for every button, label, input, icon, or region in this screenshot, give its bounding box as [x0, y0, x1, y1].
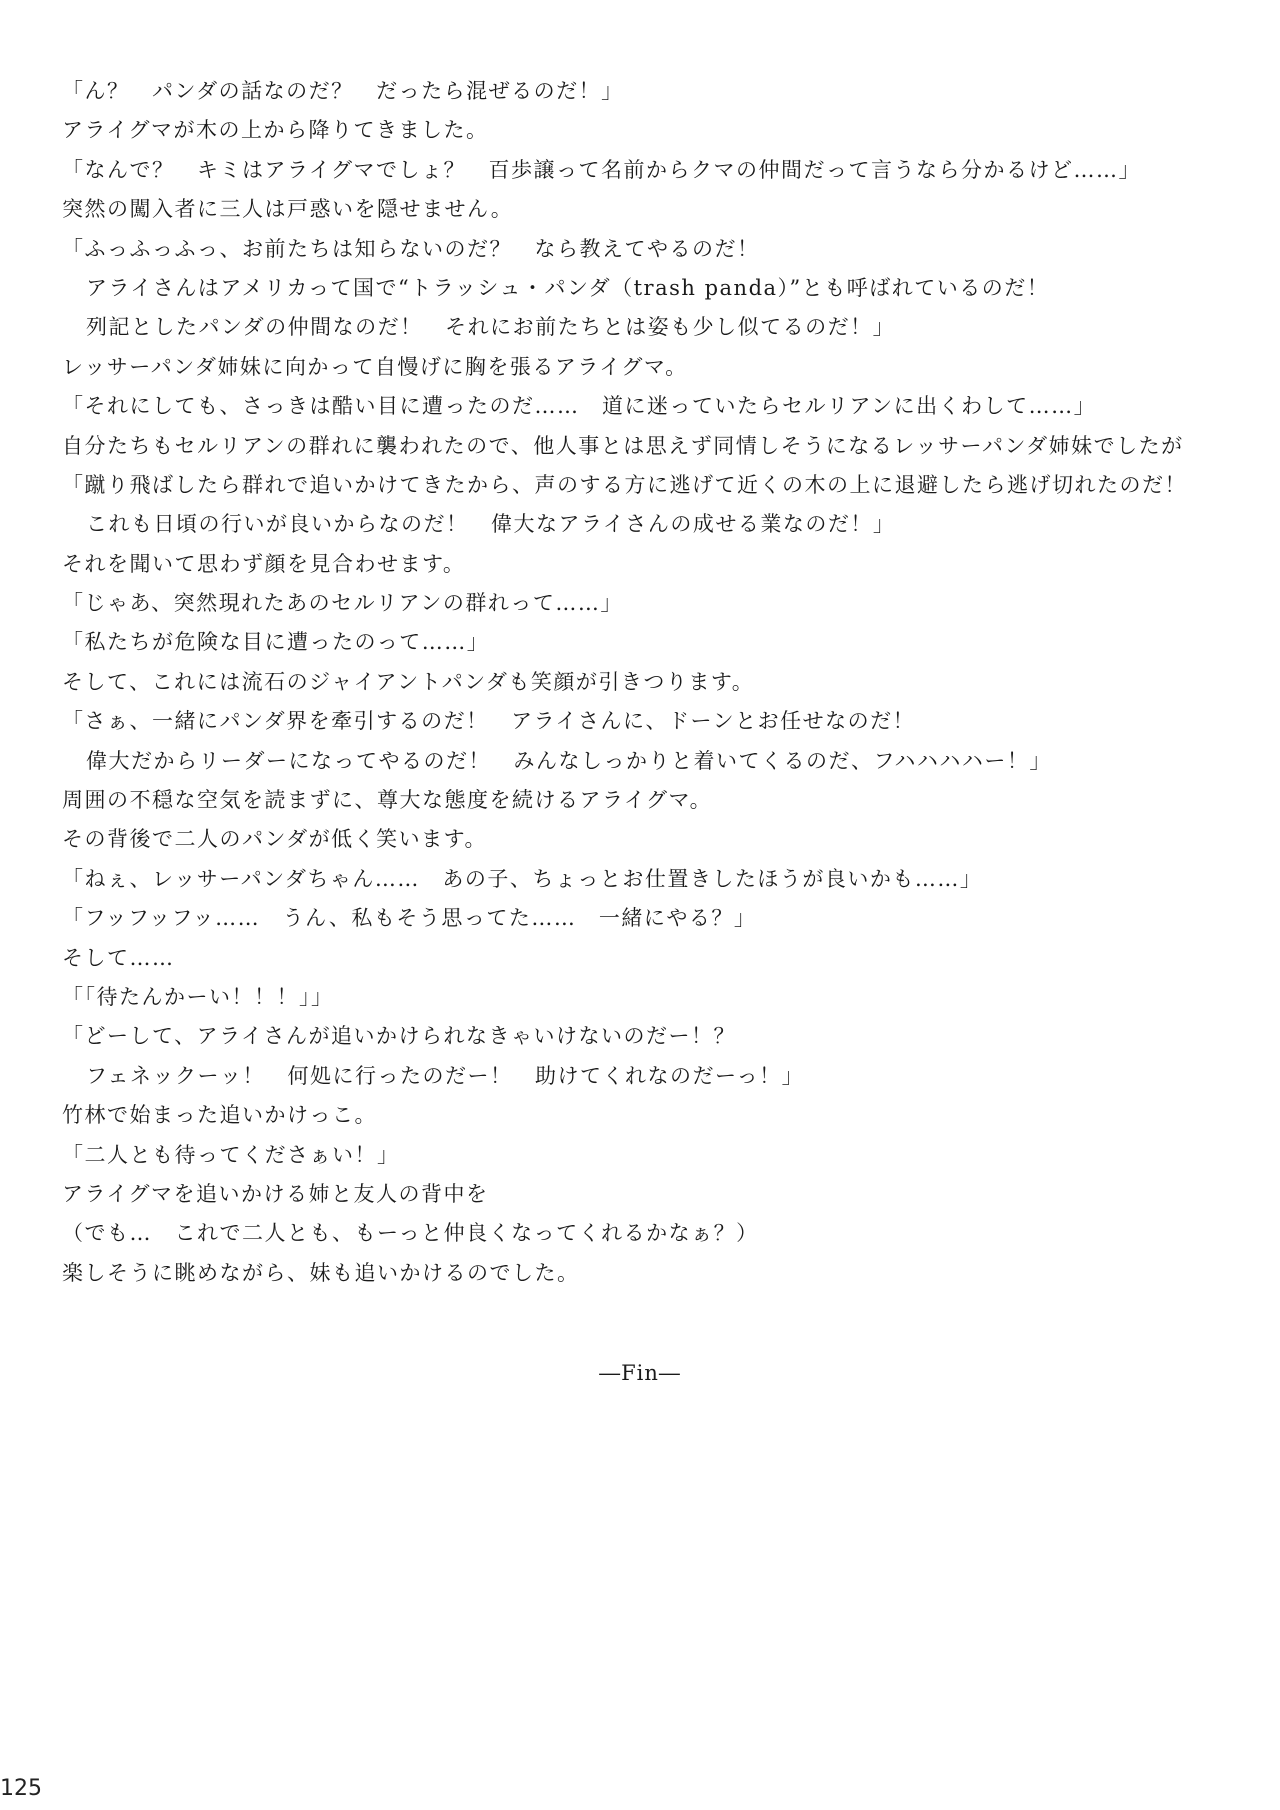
text-line: 「ねぇ、レッサーパンダちゃん…… あの子、ちょっとお仕置きしたほうが良いかも……」	[62, 866, 983, 891]
text-line: 「どーして、アライさんが追いかけられなきゃいけないのだー！？	[62, 1024, 736, 1049]
text-line: 「なんで？ キミはアライグマでしょ？ 百歩譲って名前からクマの仲間だって言うなら分かるけど……」	[62, 157, 1141, 182]
text-line: 「フッフッフッ…… うん、私もそう思ってた…… 一緒にやる？」	[62, 906, 757, 931]
text-line: それを聞いて思わず顔を見合わせます。	[62, 551, 466, 576]
text-line: 周囲の不穏な空気を読まずに、尊大な態度を続けるアライグマ。	[62, 788, 713, 813]
end-mark: ―Fin―	[599, 1361, 681, 1385]
text-line: アライグマが木の上から降りてきました。	[62, 118, 489, 143]
text-line: アライさんはアメリカって国で“トラッシュ・パンダ（trash panda）”とも呼ばれているのだ！	[86, 275, 1050, 300]
page-number: 125	[0, 1776, 42, 1801]
text-line: （でも… これで二人とも、もーっと仲良くなってくれるかなぁ？）	[62, 1221, 759, 1246]
text-line: 竹林で始まった追いかけっこ。	[62, 1103, 377, 1128]
text-line: これも日頃の行いが良いからなのだ！ 偉大なアライさんの成せる業なのだ！」	[86, 512, 896, 537]
text-line: 「ん？ パンダの話なのだ？ だったら混ぜるのだ！」	[62, 79, 624, 103]
text-line: アライグマを追いかける姉と友人の背中を	[62, 1181, 489, 1206]
text-line: そして……	[62, 945, 175, 970]
text-line: 自分たちもセルリアンの群れに襲われたので、他人事とは思えず同情しそうになるレッサーパンダ姉妹でしたが	[62, 433, 1184, 458]
text-line: レッサーパンダ姉妹に向かって自慢げに胸を張るアライグマ。	[62, 354, 688, 379]
text-line: そして、これには流石のジャイアントパンダも笑顔が引きつります。	[62, 669, 755, 694]
text-line: 「私たちが危険な目に遭ったのって……」	[62, 630, 490, 655]
text-line: 「それにしても、さっきは酷い目に遭ったのだ…… 道に迷っていたらセルリアンに出くわして……」	[62, 394, 1097, 419]
text-line: フェネックーッ！ 何処に行ったのだー！ 助けてくれなのだーっ！」	[86, 1063, 805, 1088]
text-line: 突然の闖入者に三人は戸惑いを隠せません。	[62, 197, 514, 222]
story-text	[62, 72, 1242, 1293]
text-line: 「「待たんかーい！！！」」	[62, 984, 334, 1009]
text-line: 「二人とも待ってくださぁい！」	[62, 1142, 400, 1167]
text-line: 「ふっふっふっ、お前たちは知らないのだ？ なら教えてやるのだ！	[62, 236, 760, 261]
text-line: 列記としたパンダの仲間なのだ！ それにお前たちとは姿も少し似てるのだ！」	[86, 315, 896, 340]
text-line: 偉大だからリーダーになってやるのだ！ みんなしっかりと着いてくるのだ、フハハハハー！」	[86, 748, 1052, 773]
text-line: 「さぁ、一緒にパンダ界を牽引するのだ！ アライさんに、ドーンとお任せなのだ！	[62, 709, 916, 734]
text-line: 楽しそうに眺めながら、妹も追いかけるのでした。	[62, 1260, 580, 1285]
text-line: 「じゃあ、突然現れたあのセルリアンの群れって……」	[62, 591, 623, 616]
text-line: その背後で二人のパンダが低く笑います。	[62, 827, 487, 852]
text-line: 「蹴り飛ばしたら群れで追いかけてきたから、声のする方に逃げて近くの木の上に退避したら逃げ切れたのだ！	[62, 472, 1187, 497]
